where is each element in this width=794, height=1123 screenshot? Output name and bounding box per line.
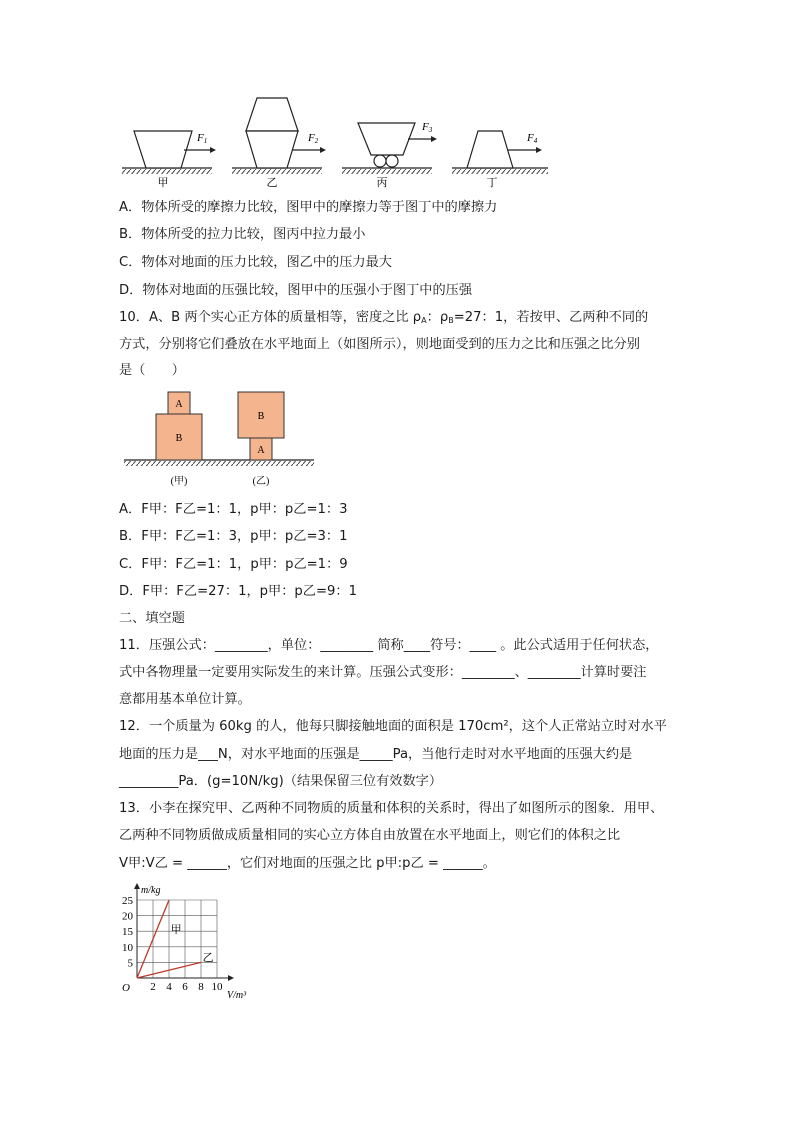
force-label-2: F2: [308, 132, 319, 145]
object-bing: [342, 121, 437, 189]
q10-option-c: C．F甲：F乙=1：1，p甲：p乙=1：9: [119, 557, 348, 572]
y-tick-label: 25: [122, 895, 133, 907]
y-axis-arrow: [134, 883, 140, 889]
y-tick-label: 5: [127, 957, 133, 970]
object-yi: [232, 98, 326, 189]
y-tick-label: 20: [122, 910, 133, 923]
force-label-4: F4: [527, 132, 538, 145]
figure-forces: [110, 92, 560, 192]
caption-jia: 甲: [157, 176, 169, 189]
q10-option-a: A．F甲：F乙=1：1，p甲：p乙=1：3: [119, 502, 348, 517]
q9-option-d: D．物体对地面的压强比较，图甲中的压强小于图丁中的压强: [119, 283, 473, 298]
caption-yi: 乙: [266, 176, 278, 189]
mass-volume-chart: [112, 880, 262, 1004]
q13-line3: V甲:V乙 = ______，它们对地面的压强之比 p甲:p乙 = ______。: [119, 856, 496, 871]
object-jia: [122, 131, 216, 189]
q10-stem-line2: 方式，分别将它们叠放在水平地面上（如图所示），则地面受到的压力之比和压强之比分别: [119, 337, 640, 352]
q10-option-d: D．F甲：F乙=27：1，p甲：p乙=9：1: [119, 584, 357, 599]
x-tick-label: 10: [211, 981, 223, 993]
x-axis-label: V/m³: [227, 990, 247, 1001]
y-tick-label: 15: [122, 926, 133, 939]
x-tick-label: 2: [150, 981, 156, 993]
caption-bing: 丙: [376, 176, 388, 189]
series-label-1: 甲: [170, 922, 182, 936]
q9-option-a: A．物体所受的摩擦力比较，图甲中的摩擦力等于图丁中的摩擦力: [119, 200, 498, 215]
label-a-jia: A: [175, 399, 183, 410]
force-label-3: F3: [422, 121, 433, 134]
x-tick-label: 4: [166, 981, 172, 993]
x-tick-label: 8: [198, 981, 204, 993]
series-label-2: 乙: [202, 950, 214, 964]
q11-line1: 11．压强公式：________，单位：________ 简称____符号：____ 。此公式适用于任何状态，: [119, 638, 659, 653]
label-b-yi: B: [257, 411, 265, 422]
caption-ding: 丁: [486, 176, 498, 189]
q10-stem-line1: 10．A、B 两个实心正方体的质量相等，密度之比 $\rho_A$：$\rho_B=27$：1，若按甲、乙两种不同的: [119, 310, 649, 325]
q12-line3: _________Pa．(g=10N/kg)（结果保留三位有效数字）: [119, 774, 443, 789]
q13-line1: 13．小李在探究甲、乙两种不同物质的质量和体积的关系时，得出了如图所示的图象．用甲、: [119, 801, 664, 816]
q12-line2: 地面的压力是___N，对水平地面的压强是_____Pa，当他行走时对水平地面的压强大约是: [119, 747, 633, 762]
q11-line2: 式中各物理量一定要用实际发生的来计算。压强公式变形：________、________计算时要注: [119, 665, 647, 680]
section-title: 二、填空题: [119, 611, 185, 626]
force-label-1: F1: [197, 132, 208, 145]
q10-option-b: B．F甲：F乙=1：3，p甲：p乙=3：1: [119, 529, 348, 544]
q10-stem-line3: 是（ ）: [119, 363, 185, 378]
caption-jia-cubes: (甲): [170, 476, 188, 487]
origin-label: O: [122, 982, 130, 994]
label-b-jia: B: [175, 433, 183, 444]
caption-yi-cubes: (乙): [252, 476, 270, 487]
figure-stacked-cubes: [118, 386, 318, 492]
y-tick-label: 10: [122, 941, 133, 954]
y-axis-label: m/kg: [141, 885, 161, 896]
x-axis-arrow: [228, 975, 234, 981]
q12-line1: 12．一个质量为 60kg 的人，他每只脚接触地面的面积是 170cm²，这个人正常站立时对水平: [119, 719, 667, 734]
q13-line2: 乙两种不同物质做成质量相同的实心立方体自由放置在水平地面上，则它们的体积之比: [119, 828, 621, 843]
object-ding: [452, 131, 548, 189]
label-a-yi: A: [257, 445, 265, 456]
q9-option-c: C．物体对地面的压力比较，图乙中的压力最大: [119, 255, 392, 270]
q9-option-b: B．物体所受的拉力比较，图丙中拉力最小: [119, 227, 366, 242]
q11-line3: 意都用基本单位计算。: [119, 692, 251, 707]
x-tick-label: 6: [182, 981, 188, 993]
